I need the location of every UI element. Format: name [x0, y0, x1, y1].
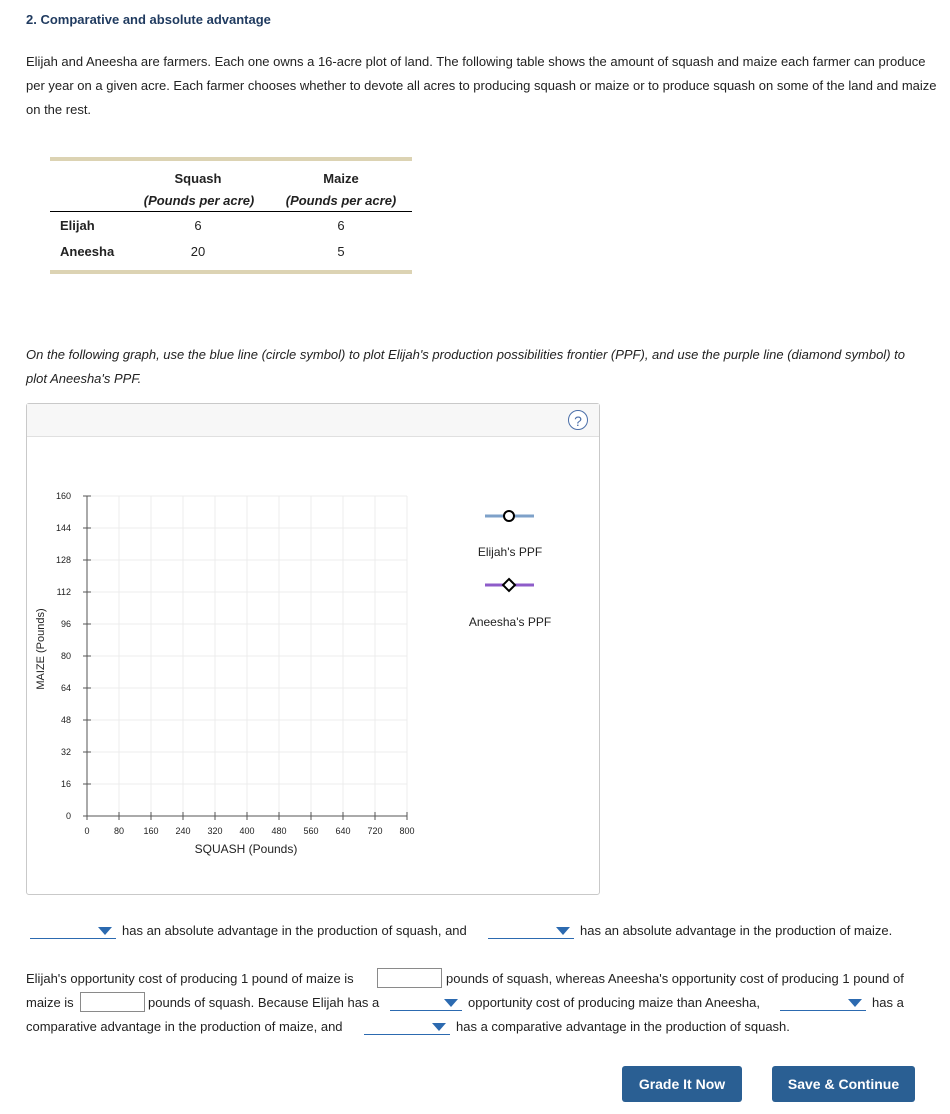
table-top-rule — [50, 157, 412, 161]
q2-text-4: pounds of squash. Because Elijah has a — [148, 995, 380, 1010]
x-tick-label: 80 — [113, 826, 125, 836]
table-header-rule — [50, 211, 412, 212]
q1-text-1: has an absolute advantage in the production of squash, and — [122, 923, 467, 938]
grade-it-now-button[interactable]: Grade It Now — [622, 1066, 742, 1102]
y-tick-label: 48 — [60, 715, 71, 725]
comparative-advantage-squash-select[interactable] — [364, 1018, 450, 1035]
save-and-continue-button[interactable]: Save & Continue — [772, 1066, 915, 1102]
chevron-down-icon — [444, 999, 458, 1007]
chevron-down-icon — [556, 927, 570, 935]
y-tick-label: 160 — [55, 491, 71, 501]
higher-lower-select[interactable] — [390, 994, 462, 1011]
x-tick-label: 560 — [303, 826, 319, 836]
q2-text-5: opportunity cost of producing maize than Aneesha, — [468, 995, 760, 1010]
x-tick-label: 800 — [399, 826, 415, 836]
q1-text-2: has an absolute advantage in the production of maize. — [580, 923, 893, 938]
y-tick-label: 112 — [56, 587, 71, 597]
graph-grid — [87, 496, 407, 816]
q2-text-7: comparative advantage in the production of maize, and — [26, 1019, 343, 1034]
x-tick-label: 0 — [84, 826, 90, 836]
table-cell: 6 — [337, 218, 345, 233]
table-header-squash-unit: (Pounds per acre) — [143, 193, 255, 208]
comparative-advantage-maize-select[interactable] — [780, 994, 866, 1011]
table-cell: 6 — [194, 218, 202, 233]
x-tick-label: 160 — [143, 826, 159, 836]
graph-instructions: On the following graph, use the blue line (circle symbol) to plot Elijah's production possibilities frontier (PPF), and use the purple line (diamond symbol) to plot Aneesha's PPF. — [26, 347, 905, 386]
x-tick-label: 400 — [239, 826, 255, 836]
legend-elijah-label: Elijah's PPF — [477, 545, 543, 559]
table-cell: 20 — [190, 244, 206, 259]
graph-panel — [26, 403, 600, 895]
q2-text-1: Elijah's opportunity cost of producing 1 pound of maize is — [26, 971, 354, 986]
diamond-icon — [503, 579, 515, 591]
legend-elijah-tool[interactable] — [485, 511, 534, 521]
chevron-down-icon — [432, 1023, 446, 1031]
y-tick-label: 16 — [60, 779, 71, 789]
y-tick-label: 128 — [55, 555, 71, 565]
x-tick-label: 320 — [207, 826, 223, 836]
y-tick-label: 80 — [60, 651, 71, 661]
question-title: 2. Comparative and absolute advantage — [26, 12, 271, 27]
q2-text-2: pounds of squash, whereas Aneesha's opportunity cost of producing 1 pound of — [446, 971, 904, 986]
x-tick-label: 720 — [367, 826, 383, 836]
table-header-squash: Squash — [174, 171, 222, 186]
elijah-opportunity-cost-input[interactable] — [377, 968, 442, 988]
y-tick-label: 32 — [60, 747, 71, 757]
legend-aneesha-tool[interactable] — [485, 579, 534, 591]
aneesha-opportunity-cost-input[interactable] — [80, 992, 145, 1012]
y-tick-label: 144 — [55, 523, 71, 533]
legend-aneesha-label: Aneesha's PPF — [468, 615, 552, 629]
absolute-advantage-maize-select[interactable] — [488, 922, 574, 939]
table-row-label: Elijah — [60, 218, 95, 233]
table-bottom-rule — [50, 270, 412, 274]
help-icon[interactable]: ? — [568, 410, 588, 430]
y-tick-label: 0 — [65, 811, 71, 821]
table-row-label: Aneesha — [60, 244, 115, 259]
x-tick-label: 240 — [175, 826, 191, 836]
chevron-down-icon — [98, 927, 112, 935]
intro-paragraph: Elijah and Aneesha are farmers. Each one owns a 16-acre plot of land. The following table shows the amount of squash and maize each farmer can produce per year on a given acre. Each farmer chooses whether to devote all acres to producing squash or maize or to produce squash on some of the land and maize on the rest. — [26, 54, 937, 117]
table-header-maize: Maize — [323, 171, 359, 186]
absolute-advantage-squash-select[interactable] — [30, 922, 116, 939]
q2-text-8: has a comparative advantage in the production of squash. — [456, 1019, 790, 1034]
y-tick-label: 96 — [60, 619, 71, 629]
y-axis-label: MAIZE (Pounds) — [35, 608, 47, 690]
production-table — [50, 157, 412, 275]
circle-icon — [504, 511, 514, 521]
y-tick-label: 64 — [60, 683, 71, 693]
table-header-maize-unit: (Pounds per acre) — [285, 193, 397, 208]
x-tick-label: 640 — [335, 826, 351, 836]
x-axis-label: SQUASH (Pounds) — [194, 842, 298, 856]
ppf-graph[interactable] — [27, 404, 599, 894]
table-cell: 5 — [337, 244, 345, 259]
q2-text-6: has a — [872, 995, 904, 1010]
x-tick-label: 480 — [271, 826, 287, 836]
chevron-down-icon — [848, 999, 862, 1007]
q2-text-3: maize is — [26, 995, 74, 1010]
